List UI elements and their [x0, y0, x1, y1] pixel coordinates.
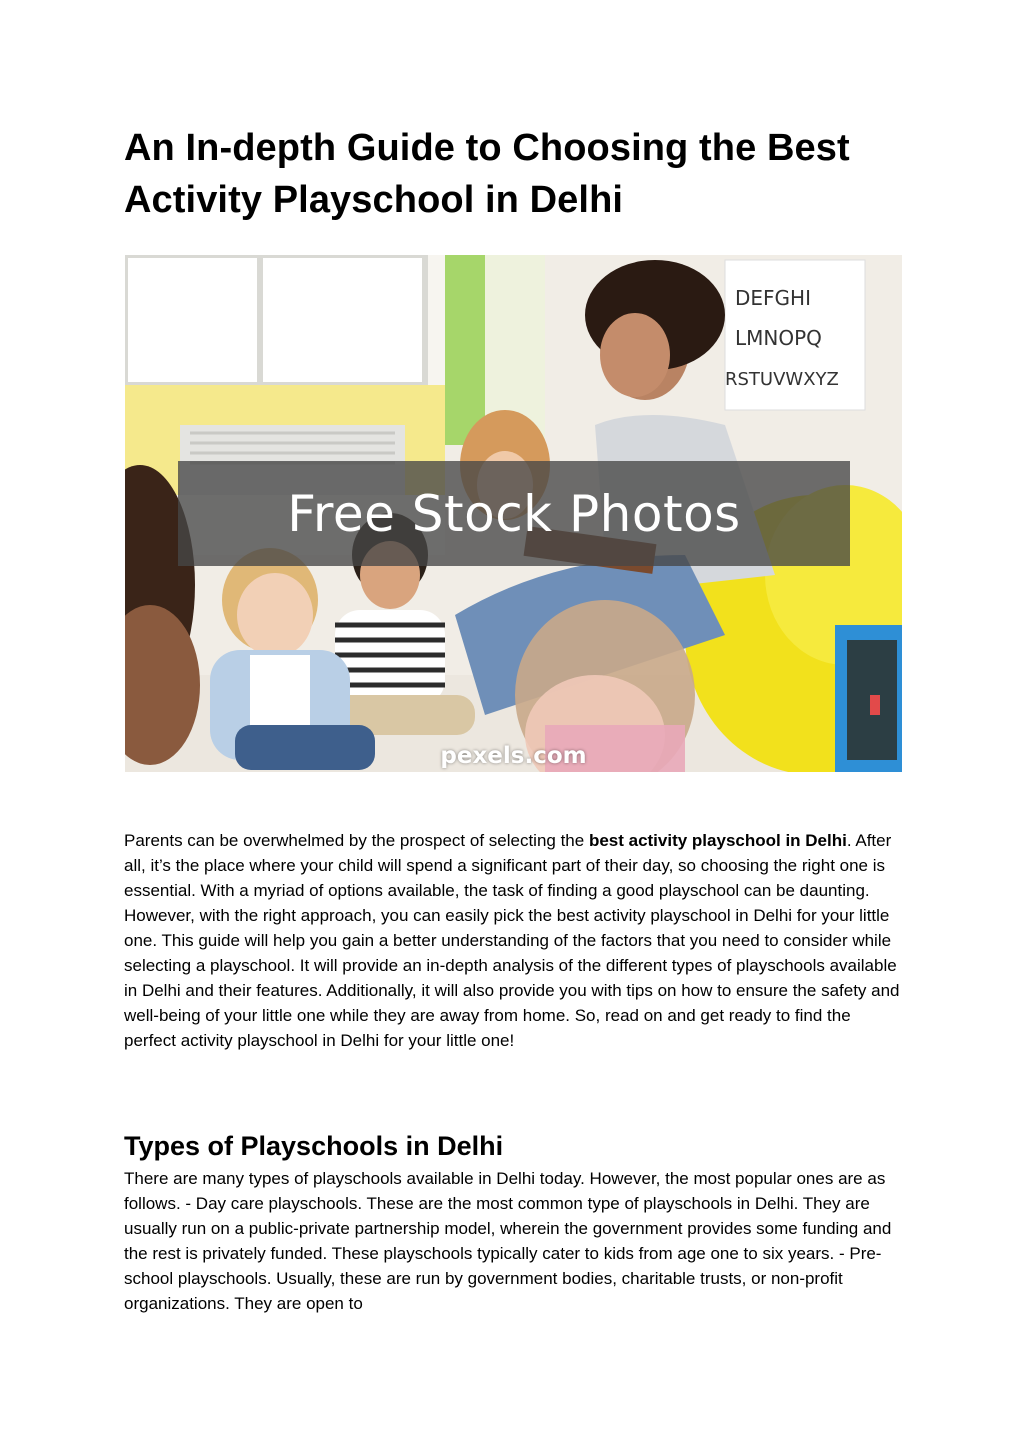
title-line-2: Activity Playschool in Delhi: [124, 179, 624, 221]
intro-bold-keyword: best activity playschool in Delhi: [588, 831, 847, 850]
section-paragraph-types: There are many types of playschools available in Delhi today. However, the most popular ones are as follows. - Day care playschools. These are the most common type of playschools in Delhi. They are usually run on a public-private partnership model, wherein the government provides some funding and the rest is privately funded. These playschools typically cater to kids from age one to six years. - Pre-school playschools. Usually, these are run by government bodies, charitable trusts, or non-profit organizations. They are open to: [124, 1169, 892, 1313]
classroom-photo: [125, 255, 902, 772]
watermark-band: [178, 461, 850, 566]
title-line-1: An In-depth Guide to Choosing the Best: [124, 127, 850, 169]
intro-rest: . After all, it’s the place where your child will spend a significant part of their day, so choosing the right one is essential. With a myriad of options available, the task of finding a good playschool can be daunting. However, with the right approach, you can easily pick the best activity playschool in Delhi for your little one. This guide will help you gain a better understanding of the factors that you need to consider while selecting a playschool. It will provide an in-depth analysis of the different types of playschools available in Delhi and their features. Additionally, it will also provide you with tips on how to ensure the safety and well-being of your little one while they are away from home. So, read on and get ready to find the perfect activity playschool in Delhi for your little one!: [124, 831, 900, 1050]
chart-row-2: LMNOPQ: [735, 326, 822, 350]
intro-paragraph: [124, 828, 904, 1053]
chart-row-1: DEFGHI: [735, 286, 811, 310]
document-title: [124, 122, 914, 226]
section-heading-types: Types of Playschools in Delhi: [124, 1131, 504, 1161]
chart-row-3: RSTUVWXYZ: [725, 369, 839, 390]
intro-lead: Parents can be overwhelmed by the prospect of selecting the: [124, 831, 589, 850]
photo-credit: pexels.com: [440, 743, 587, 769]
watermark-text: Free Stock Photos: [287, 484, 741, 543]
